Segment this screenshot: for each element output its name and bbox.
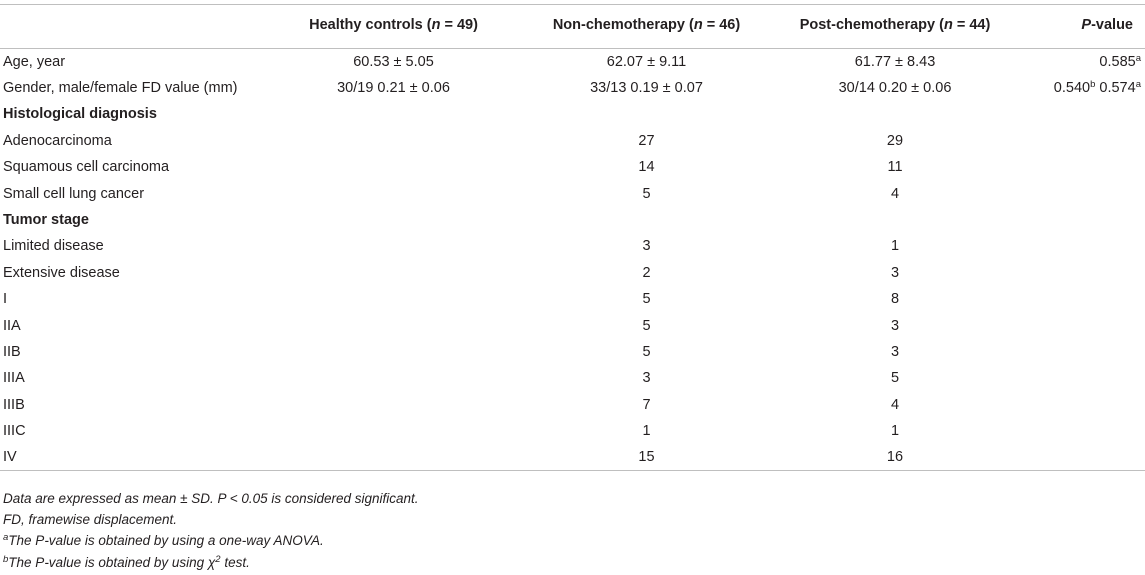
header-p-value: P-value bbox=[1020, 5, 1145, 49]
footnote-fd-definition: FD, framewise displacement. bbox=[3, 512, 178, 528]
cell-non-chemo: 3 bbox=[642, 370, 651, 387]
cell-post-chemo: 1 bbox=[890, 238, 900, 255]
table-row-stage-iib bbox=[0, 339, 1145, 365]
row-label: Extensive disease bbox=[3, 264, 120, 281]
section-title: Histological diagnosis bbox=[3, 106, 157, 123]
cell-non-chemo: 5 bbox=[642, 185, 651, 202]
table-row-stage-iiic bbox=[0, 418, 1145, 444]
row-label: Small cell lung cancer bbox=[3, 185, 145, 202]
cell-non-chemo: 27 bbox=[638, 132, 655, 149]
cell-post-chemo: 61.77 ± 8.43 bbox=[854, 53, 936, 70]
table-header-row bbox=[0, 5, 1145, 49]
row-label: IV bbox=[0, 444, 264, 470]
cell-non-chemo: 5 bbox=[642, 343, 651, 360]
cell-post-chemo: 5 bbox=[890, 370, 900, 387]
row-label: IIB bbox=[3, 343, 21, 360]
header-empty-cell bbox=[0, 5, 264, 49]
cell-non-chemo: 5 bbox=[642, 317, 651, 334]
cell-post-chemo: 3 bbox=[890, 317, 900, 334]
cell-post-chemo: 11 bbox=[887, 159, 903, 176]
row-label: IIA bbox=[3, 317, 21, 334]
cell-post-chemo: 29 bbox=[886, 132, 904, 149]
section-row-histology bbox=[0, 101, 1145, 127]
row-label: Gender, male/female FD value (mm) bbox=[3, 80, 238, 97]
demographics-table bbox=[0, 4, 1145, 471]
cell-p-value: 0.540$^b$ 0.574$^a$ bbox=[1053, 79, 1141, 97]
cell-post-chemo: 8 bbox=[890, 291, 900, 308]
table-footnotes bbox=[3, 488, 1133, 573]
row-label: Squamous cell carcinoma bbox=[3, 159, 170, 176]
cell-post-chemo: 30/14 0.20 ± 0.06 bbox=[838, 80, 952, 97]
row-label: Adenocarcinoma bbox=[3, 132, 112, 149]
cell-non-chemo: 1 bbox=[642, 423, 651, 440]
table-row-stage-iia bbox=[0, 312, 1145, 338]
cell-non-chemo: 7 bbox=[642, 396, 651, 413]
cell-post-chemo: 4 bbox=[890, 396, 900, 413]
cell-healthy: 60.53 ± 5.05 bbox=[353, 53, 434, 70]
row-label: I bbox=[3, 291, 8, 308]
row-label: IIIA bbox=[3, 370, 25, 387]
cell-non-chemo: 2 bbox=[642, 264, 651, 281]
cell-post-chemo: 4 bbox=[890, 185, 900, 202]
cell-non-chemo: 62.07 ± 9.11 bbox=[606, 53, 687, 70]
table-row-gender bbox=[0, 75, 1145, 101]
row-label: IIIB bbox=[3, 396, 25, 413]
table-row-stage-i bbox=[0, 286, 1145, 312]
table-row-sclc bbox=[0, 180, 1145, 206]
table-row-limited bbox=[0, 233, 1145, 259]
row-label: IIIC bbox=[3, 423, 26, 440]
header-healthy-controls: Healthy controls (n = 49) bbox=[264, 5, 523, 49]
footnote-b: $^b$The P-value is obtained by using $\chi^2$ test. bbox=[3, 553, 250, 570]
cell-post-chemo: 1 bbox=[890, 423, 900, 440]
footnote-a: $^a$The P-value is obtained by using a one-way ANOVA. bbox=[3, 532, 324, 549]
cell-post-chemo: 16 bbox=[770, 444, 1020, 470]
row-label: Limited disease bbox=[3, 238, 104, 255]
table-row-stage-iiib bbox=[0, 392, 1145, 418]
cell-non-chemo: 3 bbox=[642, 238, 651, 255]
row-label: Age, year bbox=[3, 53, 66, 70]
cell-healthy: 30/19 0.21 ± 0.06 bbox=[337, 80, 450, 97]
cell-non-chemo: 5 bbox=[642, 291, 651, 308]
header-non-chemotherapy: Non-chemotherapy (n = 46) bbox=[523, 5, 770, 49]
table-row-stage-iiia bbox=[0, 365, 1145, 391]
table-row-extensive bbox=[0, 260, 1145, 286]
cell-p-value: 0.585$^a$ bbox=[1099, 52, 1141, 70]
table-row-stage-iv bbox=[0, 444, 1145, 470]
table-row-squamous bbox=[0, 154, 1145, 180]
footnote-data-expression: Data are expressed as mean ± SD. P < 0.05 is considered significant. bbox=[3, 491, 419, 506]
cell-non-chemo: 14 bbox=[638, 159, 655, 176]
section-row-tumor-stage bbox=[0, 207, 1145, 233]
cell-non-chemo: 33/13 0.19 ± 0.07 bbox=[590, 80, 703, 97]
cell-non-chemo: 15 bbox=[523, 444, 770, 470]
section-title: Tumor stage bbox=[3, 212, 89, 229]
cell-post-chemo: 3 bbox=[890, 343, 900, 360]
header-post-chemotherapy: Post-chemotherapy (n = 44) bbox=[770, 5, 1020, 49]
table-row-age bbox=[0, 49, 1145, 75]
table-row-adenocarcinoma bbox=[0, 128, 1145, 154]
cell-post-chemo: 3 bbox=[890, 264, 900, 281]
